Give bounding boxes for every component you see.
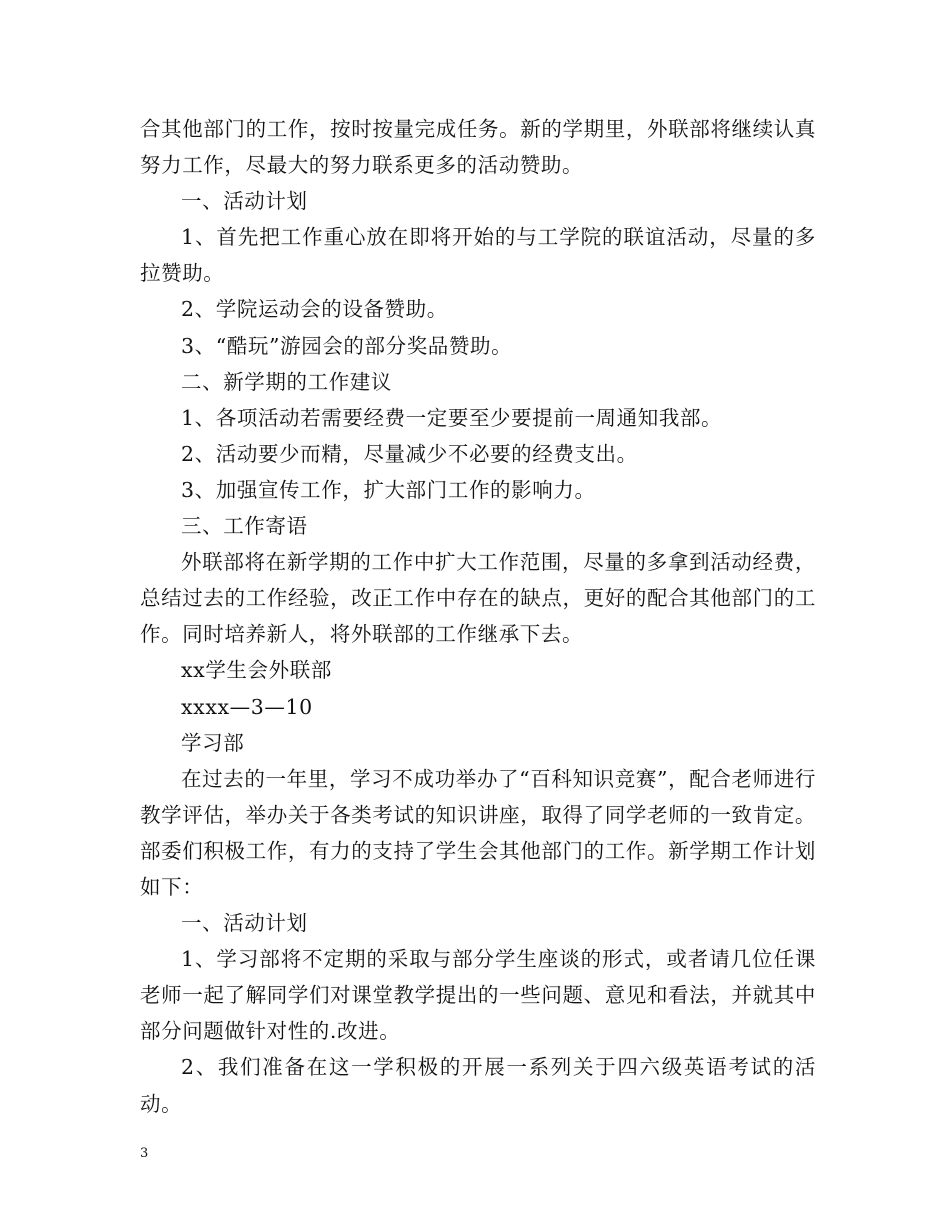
list-item: 1、各项活动若需要经费一定要至少要提前一周通知我部。 [181, 405, 723, 430]
paragraph: 外联部将在新学期的工作中扩大工作范围，尽量的多拿到活动经费，总结过去的工作经验，改正工作中存在的缺点，更好的配合其他部门的工作。同时培养新人，将外联部的工作继承下去。 [140, 550, 816, 647]
heading-activity-plan: 一、活动计划 [181, 911, 308, 936]
list-item: 3、“酷玩”游园会的部分奖品赞助。 [181, 333, 513, 358]
signature-department: xx学生会外联部 [181, 658, 332, 683]
heading-work-message: 三、工作寄语 [181, 514, 308, 539]
paragraph-continuation: 合其他部门的工作，按时按量完成任务。新的学期里，外联部将继续认真努力工作，尽最大的努力联系更多的活动赞助。 [140, 117, 816, 178]
list-item: 2、学院运动会的设备赞助。 [181, 297, 448, 322]
list-item: 3、加强宣传工作，扩大部门工作的影响力。 [181, 477, 596, 502]
signature-date: xxxx—3—10 [181, 694, 313, 719]
page-number: 3 [140, 1146, 149, 1161]
list-item: 1、学习部将不定期的采取与部分学生座谈的形式，或者请几位任课老师一起了解同学们对课堂教学提出的一些问题、意见和看法，并就其中部分问题做针对性的.改进。 [140, 947, 816, 1044]
section-title-study-department: 学习部 [181, 730, 245, 755]
document-body [140, 111, 816, 1122]
list-item: 2、我们准备在这一学积极的开展一系列关于四六级英语考试的活动。 [140, 1055, 816, 1116]
list-item: 1、首先把工作重心放在即将开始的与工学院的联谊活动，尽量的多拉赞助。 [140, 225, 816, 286]
heading-activity-plan: 一、活动计划 [181, 189, 308, 214]
heading-work-suggestions: 二、新学期的工作建议 [181, 369, 392, 394]
paragraph: 在过去的一年里，学习不成功举办了“百科知识竞赛”，配合老师进行教学评估，举办关于各类考试的知识讲座，取得了同学老师的一致肯定。部委们积极工作，有力的支持了学生会其他部门的工作。新学期工作计划如下： [140, 766, 816, 899]
list-item: 2、活动要少而精，尽量减少不必要的经费支出。 [181, 441, 638, 466]
